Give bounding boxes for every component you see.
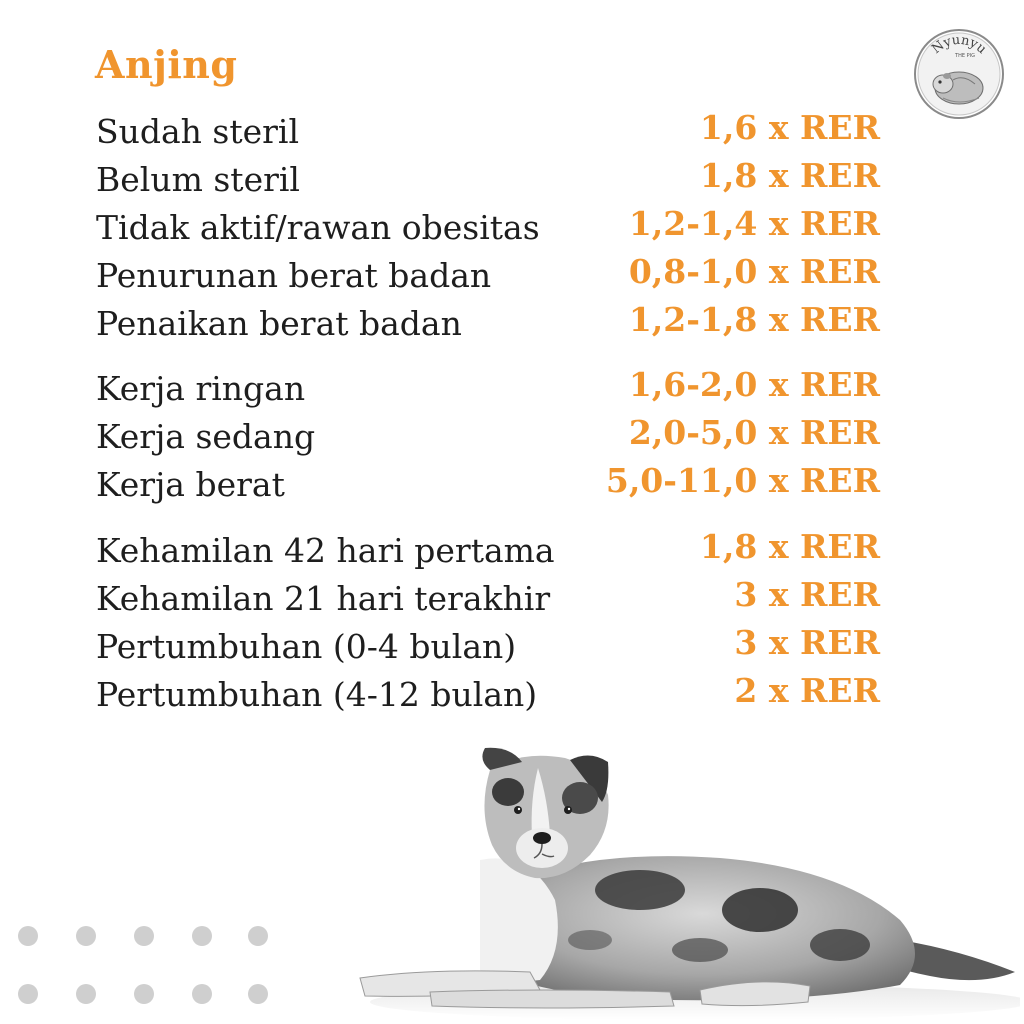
row-value: 3 x RER (734, 623, 880, 662)
table-row (96, 671, 880, 719)
dot (18, 984, 38, 1004)
table-row (96, 300, 880, 348)
row-label: Belum steril (96, 160, 300, 199)
row-value: 1,6 x RER (699, 108, 880, 147)
row-value: 1,8 x RER (699, 156, 880, 195)
row-value: 2,0-5,0 x RER (628, 413, 880, 452)
dog-illustration-icon (340, 740, 1020, 1024)
row-value: 1,8 x RER (699, 527, 880, 566)
row-value: 5,0-11,0 x RER (605, 461, 880, 500)
row-label: Pertumbuhan (4-12 bulan) (96, 675, 538, 714)
guinea-pig-logo-icon (913, 28, 1005, 120)
table-row (96, 575, 880, 623)
row-label: Kerja berat (96, 465, 285, 504)
row-label: Kehamilan 42 hari pertama (96, 531, 555, 570)
table-row (96, 623, 880, 671)
dot (134, 984, 154, 1004)
table-row (96, 156, 880, 204)
dot (192, 984, 212, 1004)
row-value: 1,6-2,0 x RER (628, 365, 880, 404)
row-label: Tidak aktif/rawan obesitas (96, 208, 540, 247)
row-label: Penaikan berat badan (96, 304, 462, 343)
dot (248, 926, 268, 946)
row-label: Kerja sedang (96, 417, 316, 456)
dot-grid-icon (18, 918, 278, 1008)
row-value: 3 x RER (734, 575, 880, 614)
row-value: 2 x RER (734, 671, 880, 710)
table-row (96, 527, 880, 575)
badge-subtext: THE PIG (955, 53, 975, 59)
dot (248, 984, 268, 1004)
dot (18, 926, 38, 946)
row-value: 0,8-1,0 x RER (628, 252, 880, 291)
table-row (96, 252, 880, 300)
dot (76, 984, 96, 1004)
table-row (96, 108, 880, 156)
row-label: Penurunan berat badan (96, 256, 492, 295)
row-label: Kehamilan 21 hari terakhir (96, 579, 551, 618)
dot (134, 926, 154, 946)
table-row (96, 204, 880, 252)
dot (76, 926, 96, 946)
table-row (96, 413, 880, 461)
row-label: Sudah steril (96, 112, 300, 151)
row-value: 1,2-1,8 x RER (628, 300, 880, 339)
badge-text: Nyunyu (929, 32, 990, 58)
row-label: Pertumbuhan (0-4 bulan) (96, 627, 517, 666)
table-row (96, 461, 880, 509)
page-title: Anjing (95, 42, 238, 87)
table-row (96, 365, 880, 413)
row-label: Kerja ringan (96, 369, 306, 408)
dot (192, 926, 212, 946)
row-value: 1,2-1,4 x RER (628, 204, 880, 243)
